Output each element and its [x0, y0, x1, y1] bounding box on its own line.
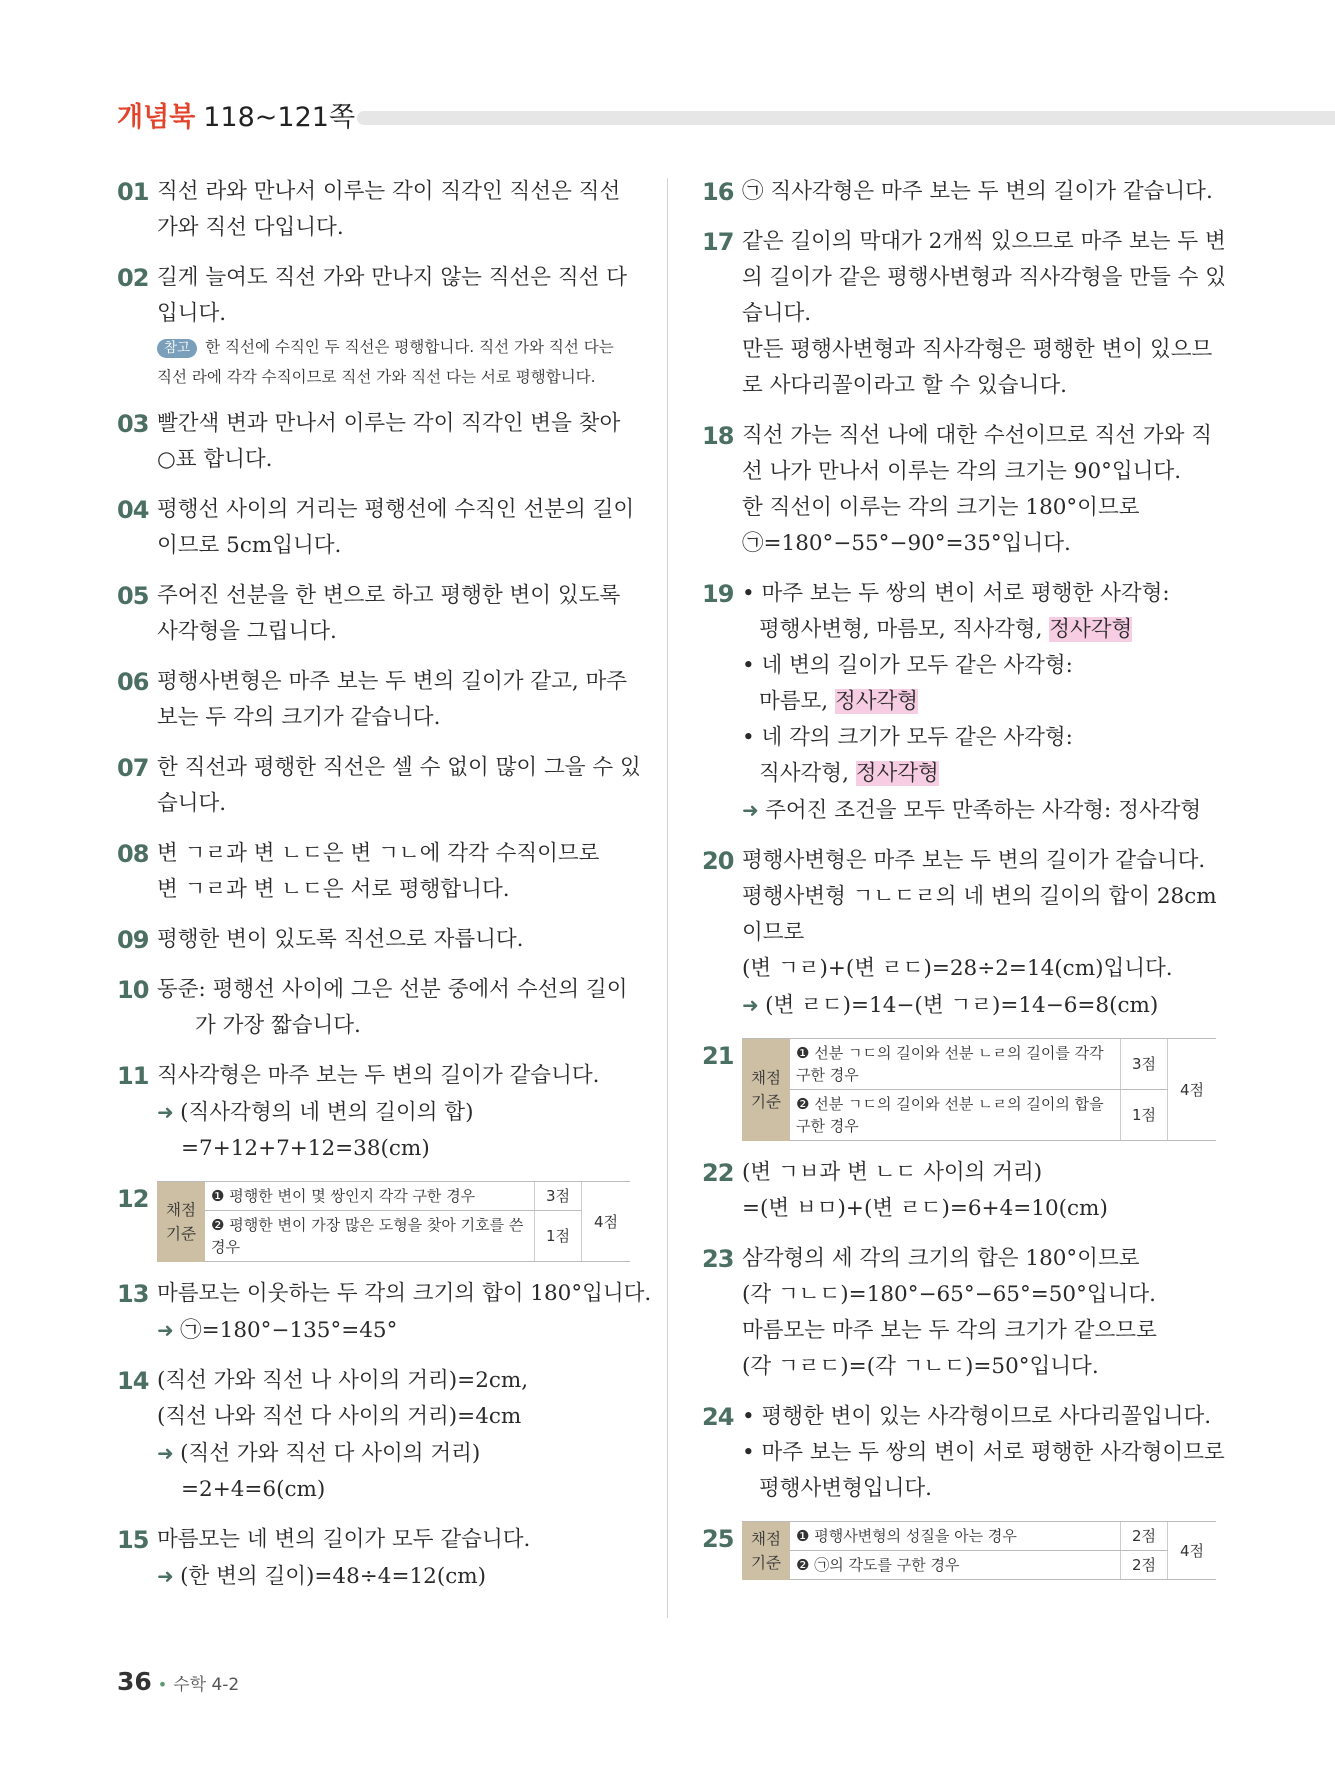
- question-03: [117, 406, 632, 478]
- criterion-points: 1점: [535, 1211, 582, 1262]
- page-range: 118~121쪽: [203, 102, 356, 133]
- answer-line: 같은 길이의 막대가 2개씩 있으므로 마주 보는 두 변: [742, 229, 1226, 254]
- question-number: 21: [702, 1042, 734, 1070]
- question-07: [117, 750, 641, 822]
- answer-line: (직선 가와 직선 나 사이의 거리)=2cm,: [157, 1368, 529, 1393]
- arrow-icon: ➜: [157, 1318, 181, 1342]
- arrow-icon: ➜: [157, 1100, 181, 1124]
- arrow-text: =7+12+7+12=38(cm): [181, 1136, 430, 1161]
- header-title: [117, 98, 355, 138]
- scoring-table: [742, 1038, 1216, 1141]
- question-number: 17: [702, 228, 734, 256]
- question-number: 16: [702, 178, 734, 206]
- question-18: [702, 418, 1218, 562]
- question-04: [117, 492, 635, 564]
- total-points: 4점: [1168, 1522, 1217, 1580]
- shape-list: 마름모,: [759, 689, 835, 714]
- question-number: 06: [117, 668, 149, 696]
- question-23: [702, 1241, 1218, 1385]
- arrow-line: [742, 987, 1218, 1024]
- criterion-text: ❶ 선분 ㄱㄷ의 길이와 선분 ㄴㄹ의 길이를 각각 구한 경우: [790, 1039, 1121, 1090]
- question-20: [702, 843, 1218, 1024]
- question-number: 11: [117, 1062, 149, 1090]
- criterion-text: ❷ ㉠의 각도를 구한 경우: [790, 1551, 1121, 1580]
- answer-line: 사각형을 그립니다.: [157, 619, 337, 644]
- scoring-label: 채점 기준: [157, 1182, 205, 1262]
- answer-line: ○표 합니다.: [157, 447, 273, 472]
- note-line: 직선 라에 각각 수직이므로 직선 가와 직선 다는 서로 평행합니다.: [157, 368, 596, 386]
- answer-line: 평행사변형입니다.: [759, 1476, 932, 1501]
- arrow-icon: ➜: [742, 798, 766, 822]
- question-number: 23: [702, 1245, 734, 1273]
- answer-line: 습니다.: [742, 301, 812, 326]
- bullet-line: • 네 변의 길이가 모두 같은 사각형:: [742, 653, 1073, 678]
- question-10: [117, 972, 632, 1044]
- arrow-icon: ➜: [742, 993, 766, 1017]
- arrow-line: [157, 1094, 632, 1131]
- arrow-text: =2+4=6(cm): [181, 1477, 326, 1502]
- answer-line: 가와 직선 다입니다.: [157, 215, 344, 240]
- scoring-label: 채점 기준: [742, 1039, 790, 1141]
- answer-line: 평행한 변이 있도록 직선으로 자릅니다.: [157, 927, 524, 952]
- arrow-line: [157, 1312, 632, 1349]
- question-12: [117, 1181, 632, 1262]
- criterion-points: 2점: [1121, 1551, 1168, 1580]
- question-09: [117, 922, 632, 958]
- answer-line: 마름모는 이웃하는 두 각의 크기의 합이 180°입니다.: [157, 1281, 652, 1306]
- arrow-text: (직선 가와 직선 다 사이의 거리): [180, 1441, 481, 1466]
- arrow-line: [157, 1131, 632, 1167]
- arrow-line: [157, 1435, 632, 1472]
- answer-line: 한 직선이 이루는 각의 크기는 180°이므로: [742, 495, 1140, 520]
- answer-line: 변 ㄱㄹ과 변 ㄴㄷ은 변 ㄱㄴ에 각각 수직이므로: [157, 841, 600, 866]
- question-number: 14: [117, 1367, 149, 1395]
- note-line: 한 직선에 수직인 두 직선은 평행합니다. 직선 가와 직선 다는: [205, 338, 614, 356]
- reference-note: [157, 332, 632, 392]
- answer-line: 평행사변형은 마주 보는 두 변의 길이가 같습니다.: [742, 848, 1206, 873]
- question-number: 07: [117, 754, 149, 782]
- shape-list: 직사각형,: [759, 761, 856, 786]
- question-number: 19: [702, 580, 734, 608]
- question-number: 09: [117, 926, 149, 954]
- answer-line: 주어진 선분을 한 변으로 하고 평행한 변이 있도록: [157, 583, 621, 608]
- answer-line: ㉠=180°−55°−90°=35°입니다.: [742, 531, 1071, 556]
- question-13: [117, 1276, 652, 1349]
- question-number: 12: [117, 1185, 149, 1213]
- answer-line: 마름모는 네 변의 길이가 모두 같습니다.: [157, 1527, 531, 1552]
- question-number: 18: [702, 422, 734, 450]
- bullet-values: [742, 756, 1218, 792]
- question-number: 24: [702, 1403, 734, 1431]
- conclusion-text: 주어진 조건을 모두 만족하는 사각형: 정사각형: [765, 798, 1202, 823]
- answer-line: 동준: 평행선 사이에 그은 선분 중에서 수선의 길이: [157, 977, 628, 1002]
- answer-line: 이므로 5cm입니다.: [157, 533, 342, 558]
- question-05: [117, 578, 632, 650]
- question-number: 05: [117, 582, 149, 610]
- question-24: [702, 1399, 1225, 1507]
- scoring-table: [157, 1181, 630, 1262]
- question-number: 25: [702, 1525, 734, 1553]
- answer-line: =(변 ㅂㅁ)+(변 ㄹㄷ)=6+4=10(cm): [742, 1196, 1108, 1221]
- arrow-text: (변 ㄹㄷ)=14−(변 ㄱㄹ)=14−6=8(cm): [765, 993, 1159, 1018]
- bullet-values: [742, 684, 1218, 720]
- question-21: [702, 1038, 1218, 1141]
- question-22: [702, 1155, 1218, 1227]
- question-19: [702, 576, 1218, 829]
- highlight-square: 정사각형: [834, 689, 919, 714]
- answer-line: • 평행한 변이 있는 사각형이므로 사다리꼴입니다.: [742, 1404, 1212, 1429]
- answer-line: 의 길이가 같은 평행사변형과 직사각형을 만들 수 있: [742, 265, 1226, 290]
- page-number: 36: [117, 1667, 152, 1696]
- header-bar: [357, 111, 1335, 125]
- answer-line: 길게 늘여도 직선 가와 만나지 않는 직선은 직선 다: [157, 265, 628, 290]
- answer-line: (각 ㄱㄴㄷ)=180°−65°−65°=50°입니다.: [742, 1282, 1156, 1307]
- bullet-line: • 네 각의 크기가 모두 같은 사각형:: [742, 725, 1073, 750]
- arrow-line: [157, 1472, 632, 1508]
- bullet-line: • 마주 보는 두 쌍의 변이 서로 평행한 사각형:: [742, 581, 1170, 606]
- criterion-points: 1점: [1121, 1090, 1168, 1141]
- question-number: 13: [117, 1280, 149, 1308]
- answer-line: 직선 라와 만나서 이루는 각이 직각인 직선은 직선: [157, 179, 621, 204]
- arrow-line: [157, 1558, 632, 1595]
- answer-line: ㉠ 직사각형은 마주 보는 두 변의 길이가 같습니다.: [742, 179, 1213, 204]
- answer-line: 한 직선과 평행한 직선은 셀 수 없이 많이 그을 수 있: [157, 755, 641, 780]
- answer-line: 직사각형은 마주 보는 두 변의 길이가 같습니다.: [157, 1063, 600, 1088]
- question-11: [117, 1058, 632, 1167]
- answer-line: 로 사다리꼴이라고 할 수 있습니다.: [742, 373, 1067, 398]
- question-02: [117, 260, 632, 392]
- question-number: 02: [117, 264, 149, 292]
- total-points: 4점: [1168, 1039, 1217, 1141]
- criterion-points: 3점: [1121, 1039, 1168, 1090]
- concept-book-label: 개념북: [117, 102, 196, 133]
- conclusion-line: [742, 792, 1218, 829]
- right-column: [702, 174, 1226, 1594]
- column-divider: [667, 178, 668, 1618]
- page-footer: [117, 1667, 239, 1696]
- left-column: [117, 174, 652, 1609]
- question-number: 04: [117, 496, 149, 524]
- bullet-values: [742, 612, 1218, 648]
- scoring-label: 채점 기준: [742, 1522, 790, 1580]
- answer-line: 평행사변형 ㄱㄴㄷㄹ의 네 변의 길이의 합이 28cm: [742, 884, 1217, 909]
- question-number: 03: [117, 410, 149, 438]
- subject-label: 수학 4-2: [173, 1675, 240, 1695]
- question-17: [702, 224, 1226, 404]
- highlight-square: 정사각형: [855, 761, 939, 786]
- answer-line: 직선 가는 직선 나에 대한 수선이므로 직선 가와 직: [742, 423, 1213, 448]
- arrow-text: (한 변의 길이)=48÷4=12(cm): [180, 1564, 487, 1589]
- question-number: 08: [117, 840, 149, 868]
- criterion-text: ❷ 선분 ㄱㄷ의 길이와 선분 ㄴㄹ의 길이의 합을 구한 경우: [790, 1090, 1121, 1141]
- answer-line: 평행선 사이의 거리는 평행선에 수직인 선분의 길이: [157, 497, 635, 522]
- question-number: 22: [702, 1159, 734, 1187]
- arrow-icon: ➜: [157, 1441, 181, 1465]
- shape-list: 평행사변형, 마름모, 직사각형,: [759, 617, 1050, 642]
- question-number: 15: [117, 1526, 149, 1554]
- question-16: [702, 174, 1218, 210]
- answer-line: 삼각형의 세 각의 크기의 합은 180°이므로: [742, 1246, 1140, 1271]
- answer-line: 이므로: [742, 920, 805, 945]
- criterion-text: ❶ 평행사변형의 성질을 아는 경우: [790, 1522, 1121, 1551]
- answer-line: 마름모는 마주 보는 두 각의 크기가 같으므로: [742, 1318, 1157, 1343]
- question-01: [117, 174, 632, 246]
- footer-dot: •: [157, 1675, 168, 1694]
- criterion-text: ❶ 평행한 변이 몇 쌍인지 각각 구한 경우: [205, 1182, 535, 1211]
- total-points: 4점: [582, 1182, 631, 1262]
- answer-line: 습니다.: [157, 791, 227, 816]
- answer-line: 보는 두 각의 크기가 같습니다.: [157, 705, 441, 730]
- highlight-square: 정사각형: [1049, 617, 1133, 642]
- criterion-points: 3점: [535, 1182, 582, 1211]
- question-08: [117, 836, 632, 908]
- answer-line: (변 ㄱㅂ과 변 ㄴㄷ 사이의 거리): [742, 1160, 1043, 1185]
- question-number: 10: [117, 976, 149, 1004]
- question-15: [117, 1522, 632, 1595]
- answer-line: 가 가장 짧습니다.: [195, 1013, 361, 1038]
- criterion-points: 2점: [1121, 1522, 1168, 1551]
- arrow-text: ㉠=180°−135°=45°: [180, 1318, 398, 1343]
- answer-line: 빨간색 변과 만나서 이루는 각이 직각인 변을 찾아: [157, 411, 621, 436]
- note-badge: 참고: [157, 339, 197, 358]
- answer-line: 만든 평행사변형과 직사각형은 평행한 변이 있으므: [742, 337, 1213, 362]
- question-25: [702, 1521, 1218, 1580]
- answer-line: 선 나가 만나서 이루는 각의 크기는 90°입니다.: [742, 459, 1182, 484]
- answer-line: 평행사변형은 마주 보는 두 변의 길이가 같고, 마주: [157, 669, 628, 694]
- criterion-text: ❷ 평행한 변이 가장 많은 도형을 찾아 기호를 쓴 경우: [205, 1211, 535, 1262]
- question-number: 20: [702, 847, 734, 875]
- scoring-table: [742, 1521, 1216, 1580]
- answer-line: 변 ㄱㄹ과 변 ㄴㄷ은 서로 평행합니다.: [157, 877, 510, 902]
- answer-line: 입니다.: [157, 301, 227, 326]
- arrow-text: (직사각형의 네 변의 길이의 합): [180, 1100, 474, 1125]
- page-header: [117, 98, 1335, 138]
- answer-line: (변 ㄱㄹ)+(변 ㄹㄷ)=28÷2=14(cm)입니다.: [742, 956, 1173, 981]
- arrow-icon: ➜: [157, 1564, 181, 1588]
- answer-line: • 마주 보는 두 쌍의 변이 서로 평행한 사각형이므로: [742, 1440, 1225, 1465]
- question-number: 01: [117, 178, 149, 206]
- answer-line: (각 ㄱㄹㄷ)=(각 ㄱㄴㄷ)=50°입니다.: [742, 1354, 1099, 1379]
- question-14: [117, 1363, 632, 1508]
- answer-line: (직선 나와 직선 다 사이의 거리)=4cm: [157, 1404, 522, 1429]
- question-06: [117, 664, 632, 736]
